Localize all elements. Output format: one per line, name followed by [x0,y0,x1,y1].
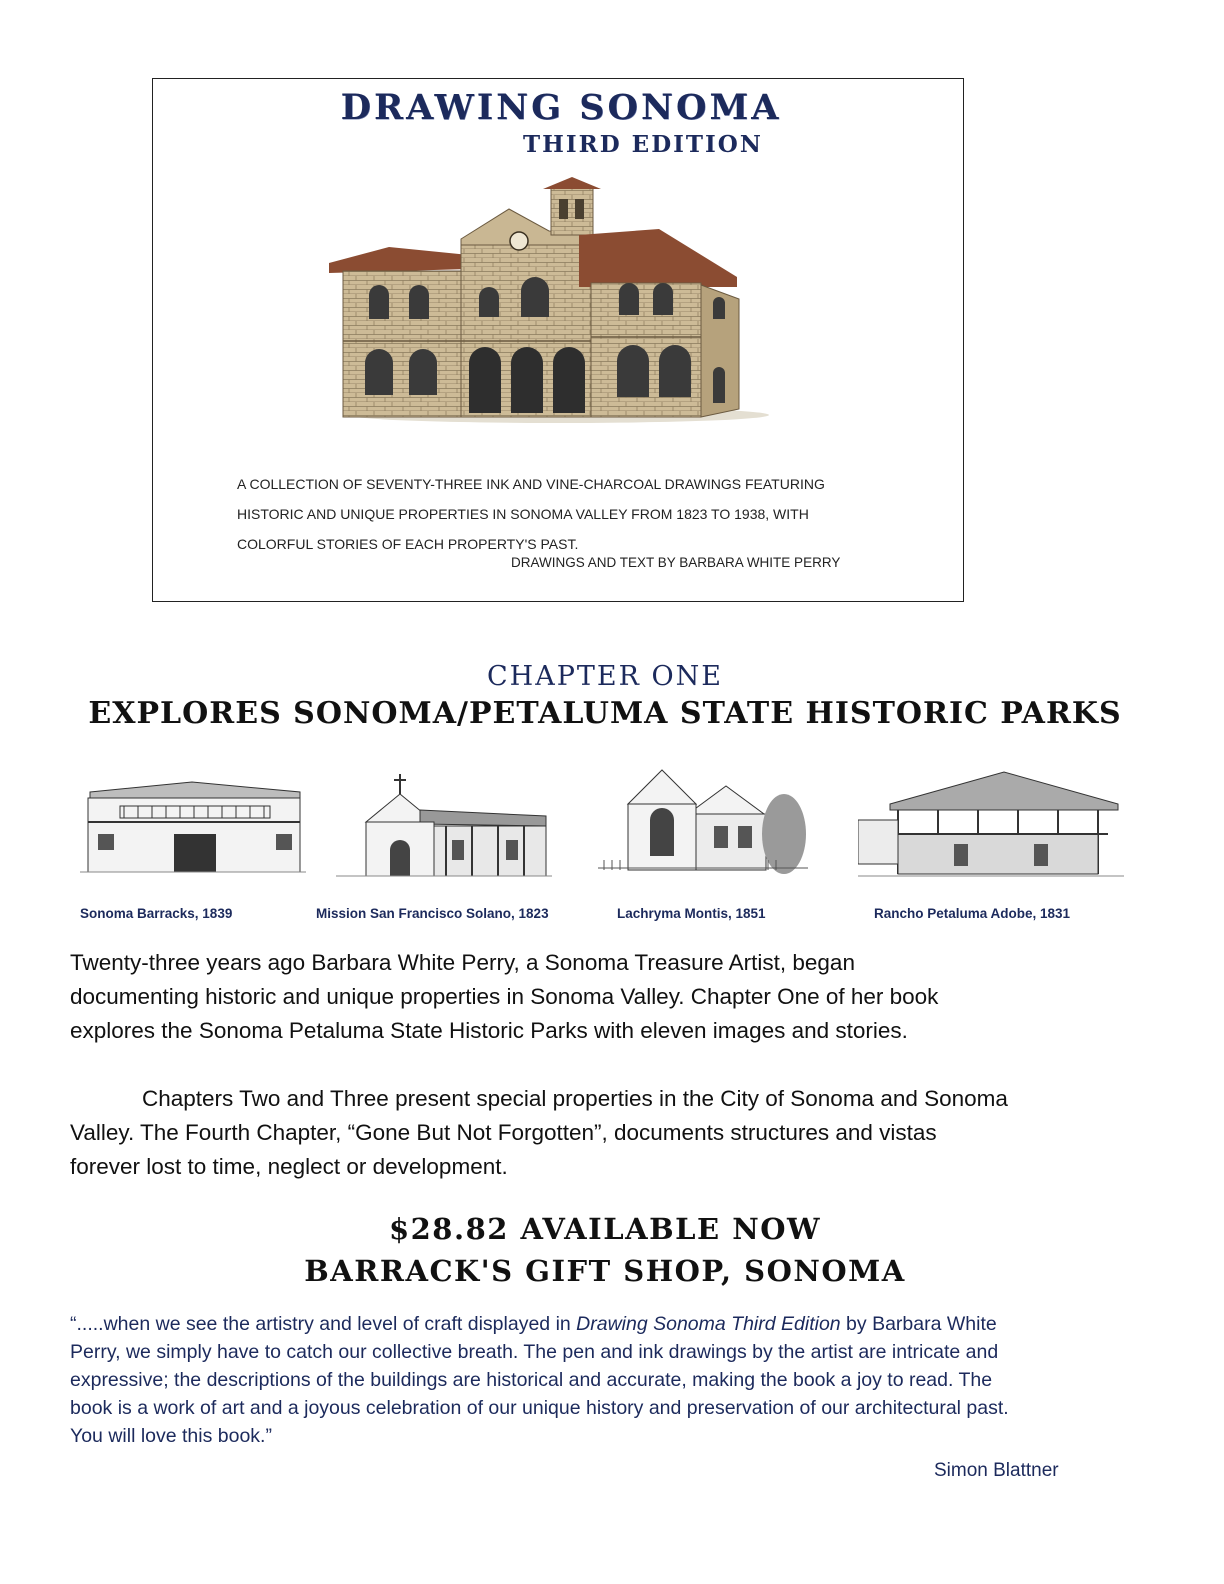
mission-solano-drawing [336,764,552,886]
quote-line: book is a work of art and a joyous celebration of our unique history and preservation of our architectural past. [70,1397,1009,1419]
chapter-title: EXPLORES SONOMA/PETALUMA STATE HISTORIC PARKS [88,696,1122,731]
quote-line: You will love this book.” [70,1425,272,1447]
quote-text: “.....when we see the artistry and level of craft displayed in [70,1313,577,1335]
quote-line [70,1310,1160,1338]
availability-banner [0,1208,1210,1292]
description-line: A COLLECTION OF SEVENTY-THREE INK AND VINE-CHARCOAL DRAWINGS FEATURING [237,476,825,492]
quote-text: by Barbara White [840,1313,997,1335]
gallery-caption: Rancho Petaluma Adobe, 1831 [874,906,1071,921]
paragraph-line: forever lost to time, neglect or development. [70,1154,508,1179]
rancho-petaluma-drawing [858,764,1124,886]
sonoma-barracks-drawing [80,764,306,886]
gallery-caption: Sonoma Barracks, 1839 [80,906,233,921]
book-credit: DRAWINGS AND TEXT BY BARBARA WHITE PERRY [511,555,841,570]
intro-paragraph [70,946,1150,1048]
book-cover [152,78,964,602]
price-line: $28.82 AVAILABLE NOW [388,1212,822,1246]
description-line: HISTORIC AND UNIQUE PROPERTIES IN SONOMA VALLEY FROM 1823 TO 1938, WITH [237,506,809,522]
shop-line: BARRACK'S GIFT SHOP, SONOMA [304,1254,906,1288]
building-illustration [329,177,789,467]
gallery-caption: Mission San Francisco Solano, 1823 [316,906,549,921]
testimonial-quote [70,1310,1160,1450]
description-line: COLORFUL STORIES OF EACH PROPERTY'S PAST. [237,536,579,552]
quote-line: expressive; the descriptions of the buildings are historical and accurate, making the book a joy to read. The [70,1369,993,1391]
paragraph-line: Valley. The Fourth Chapter, “Gone But Not Forgotten”, documents structures and vistas [70,1120,937,1145]
quote-author: Simon Blattner [934,1460,1059,1481]
chapters-paragraph [70,1082,1150,1184]
chapter-label: CHAPTER ONE [487,661,723,692]
book-reference: Drawing Sonoma Third Edition [576,1313,841,1335]
book-edition: THIRD EDITION [523,131,763,158]
paragraph-line: documenting historic and unique properties in Sonoma Valley. Chapter One of her book [70,984,939,1009]
gallery-caption: Lachryma Montis, 1851 [617,906,766,921]
book-description [237,469,927,559]
book-title: DRAWING SONOMA [340,87,782,128]
lachryma-montis-drawing [598,764,808,886]
paragraph-line: Chapters Two and Three present special properties in the City of Sonoma and Sonoma [142,1086,1008,1111]
paragraph-line: Twenty-three years ago Barbara White Perry, a Sonoma Treasure Artist, began [70,950,855,975]
paragraph-line: explores the Sonoma Petaluma State Historic Parks with eleven images and stories. [70,1018,908,1043]
quote-line: Perry, we simply have to catch our collective breath. The pen and ink drawings by the artist are intricate and [70,1341,999,1363]
